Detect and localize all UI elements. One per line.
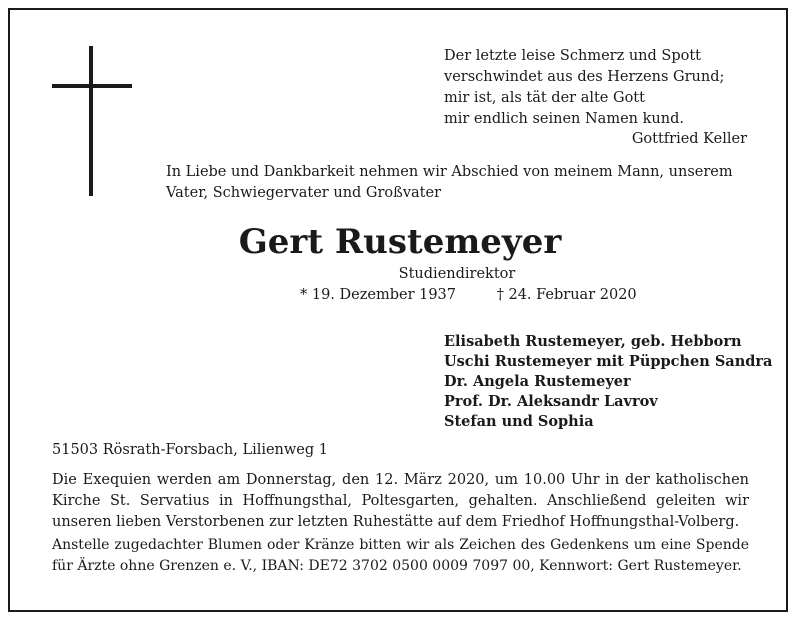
poem-line: mir ist, als tät der alte Gott [444, 90, 645, 106]
poem-line: Der letzte leise Schmerz und Spott [444, 48, 702, 64]
donation-paragraph [52, 535, 749, 577]
poem [444, 46, 764, 130]
birth-date: * 19. Dezember 1937 [300, 287, 457, 303]
intro-line: In Liebe und Dankbarkeit nehmen wir Abschied von meinem Mann, unserem [166, 164, 733, 180]
cross-icon [52, 46, 132, 196]
poem-author: Gottfried Keller [631, 131, 747, 147]
exequien-paragraph [52, 470, 749, 533]
paragraph-line: Die Exequien werden am Donnerstag, den 12. März 2020, um 10.00 Uhr in der katholischen [52, 472, 749, 488]
mourner-name: Uschi Rustemeyer mit Püppchen Sandra [444, 353, 773, 370]
paragraph-line: Anstelle zugedachter Blumen oder Kränze bitten wir als Zeichen des Gedenkens um eine Spende [52, 537, 749, 553]
paragraph-line: unseren lieben Verstorbenen zur letzten Ruhestätte auf dem Friedhof Hoffnungsthal-Volberg. [52, 514, 740, 530]
mourner-name: Dr. Angela Rustemeyer [444, 373, 631, 390]
death-date: † 24. Februar 2020 [496, 287, 637, 303]
poem-line: mir endlich seinen Namen kund. [444, 111, 684, 127]
mourner-name: Prof. Dr. Aleksandr Lavrov [444, 393, 658, 410]
deceased-title: Studiendirektor [398, 266, 516, 282]
paragraph-line: für Ärzte ohne Grenzen e. V., IBAN: DE72 3702 0500 0009 7097 00, Kennwort: Gert Rustemeyer. [52, 558, 742, 574]
mourner-name: Stefan und Sophia [444, 413, 594, 430]
poem-line: verschwindet aus des Herzens Grund; [444, 69, 725, 85]
mourner-name: Elisabeth Rustemeyer, geb. Hebborn [444, 333, 742, 350]
intro-line: Vater, Schwiegervater und Großvater [166, 185, 442, 201]
paragraph-line: Kirche St. Servatius in Hoffnungsthal, Poltesgarten, gehalten. Anschließend geleiten wir [52, 493, 749, 509]
mourners-list [444, 332, 772, 432]
life-dates [300, 285, 637, 305]
intro-text [166, 162, 756, 204]
family-address: 51503 Rösrath-Forsbach, Lilienweg 1 [52, 442, 329, 458]
deceased-name: Gert Rustemeyer [238, 222, 562, 262]
